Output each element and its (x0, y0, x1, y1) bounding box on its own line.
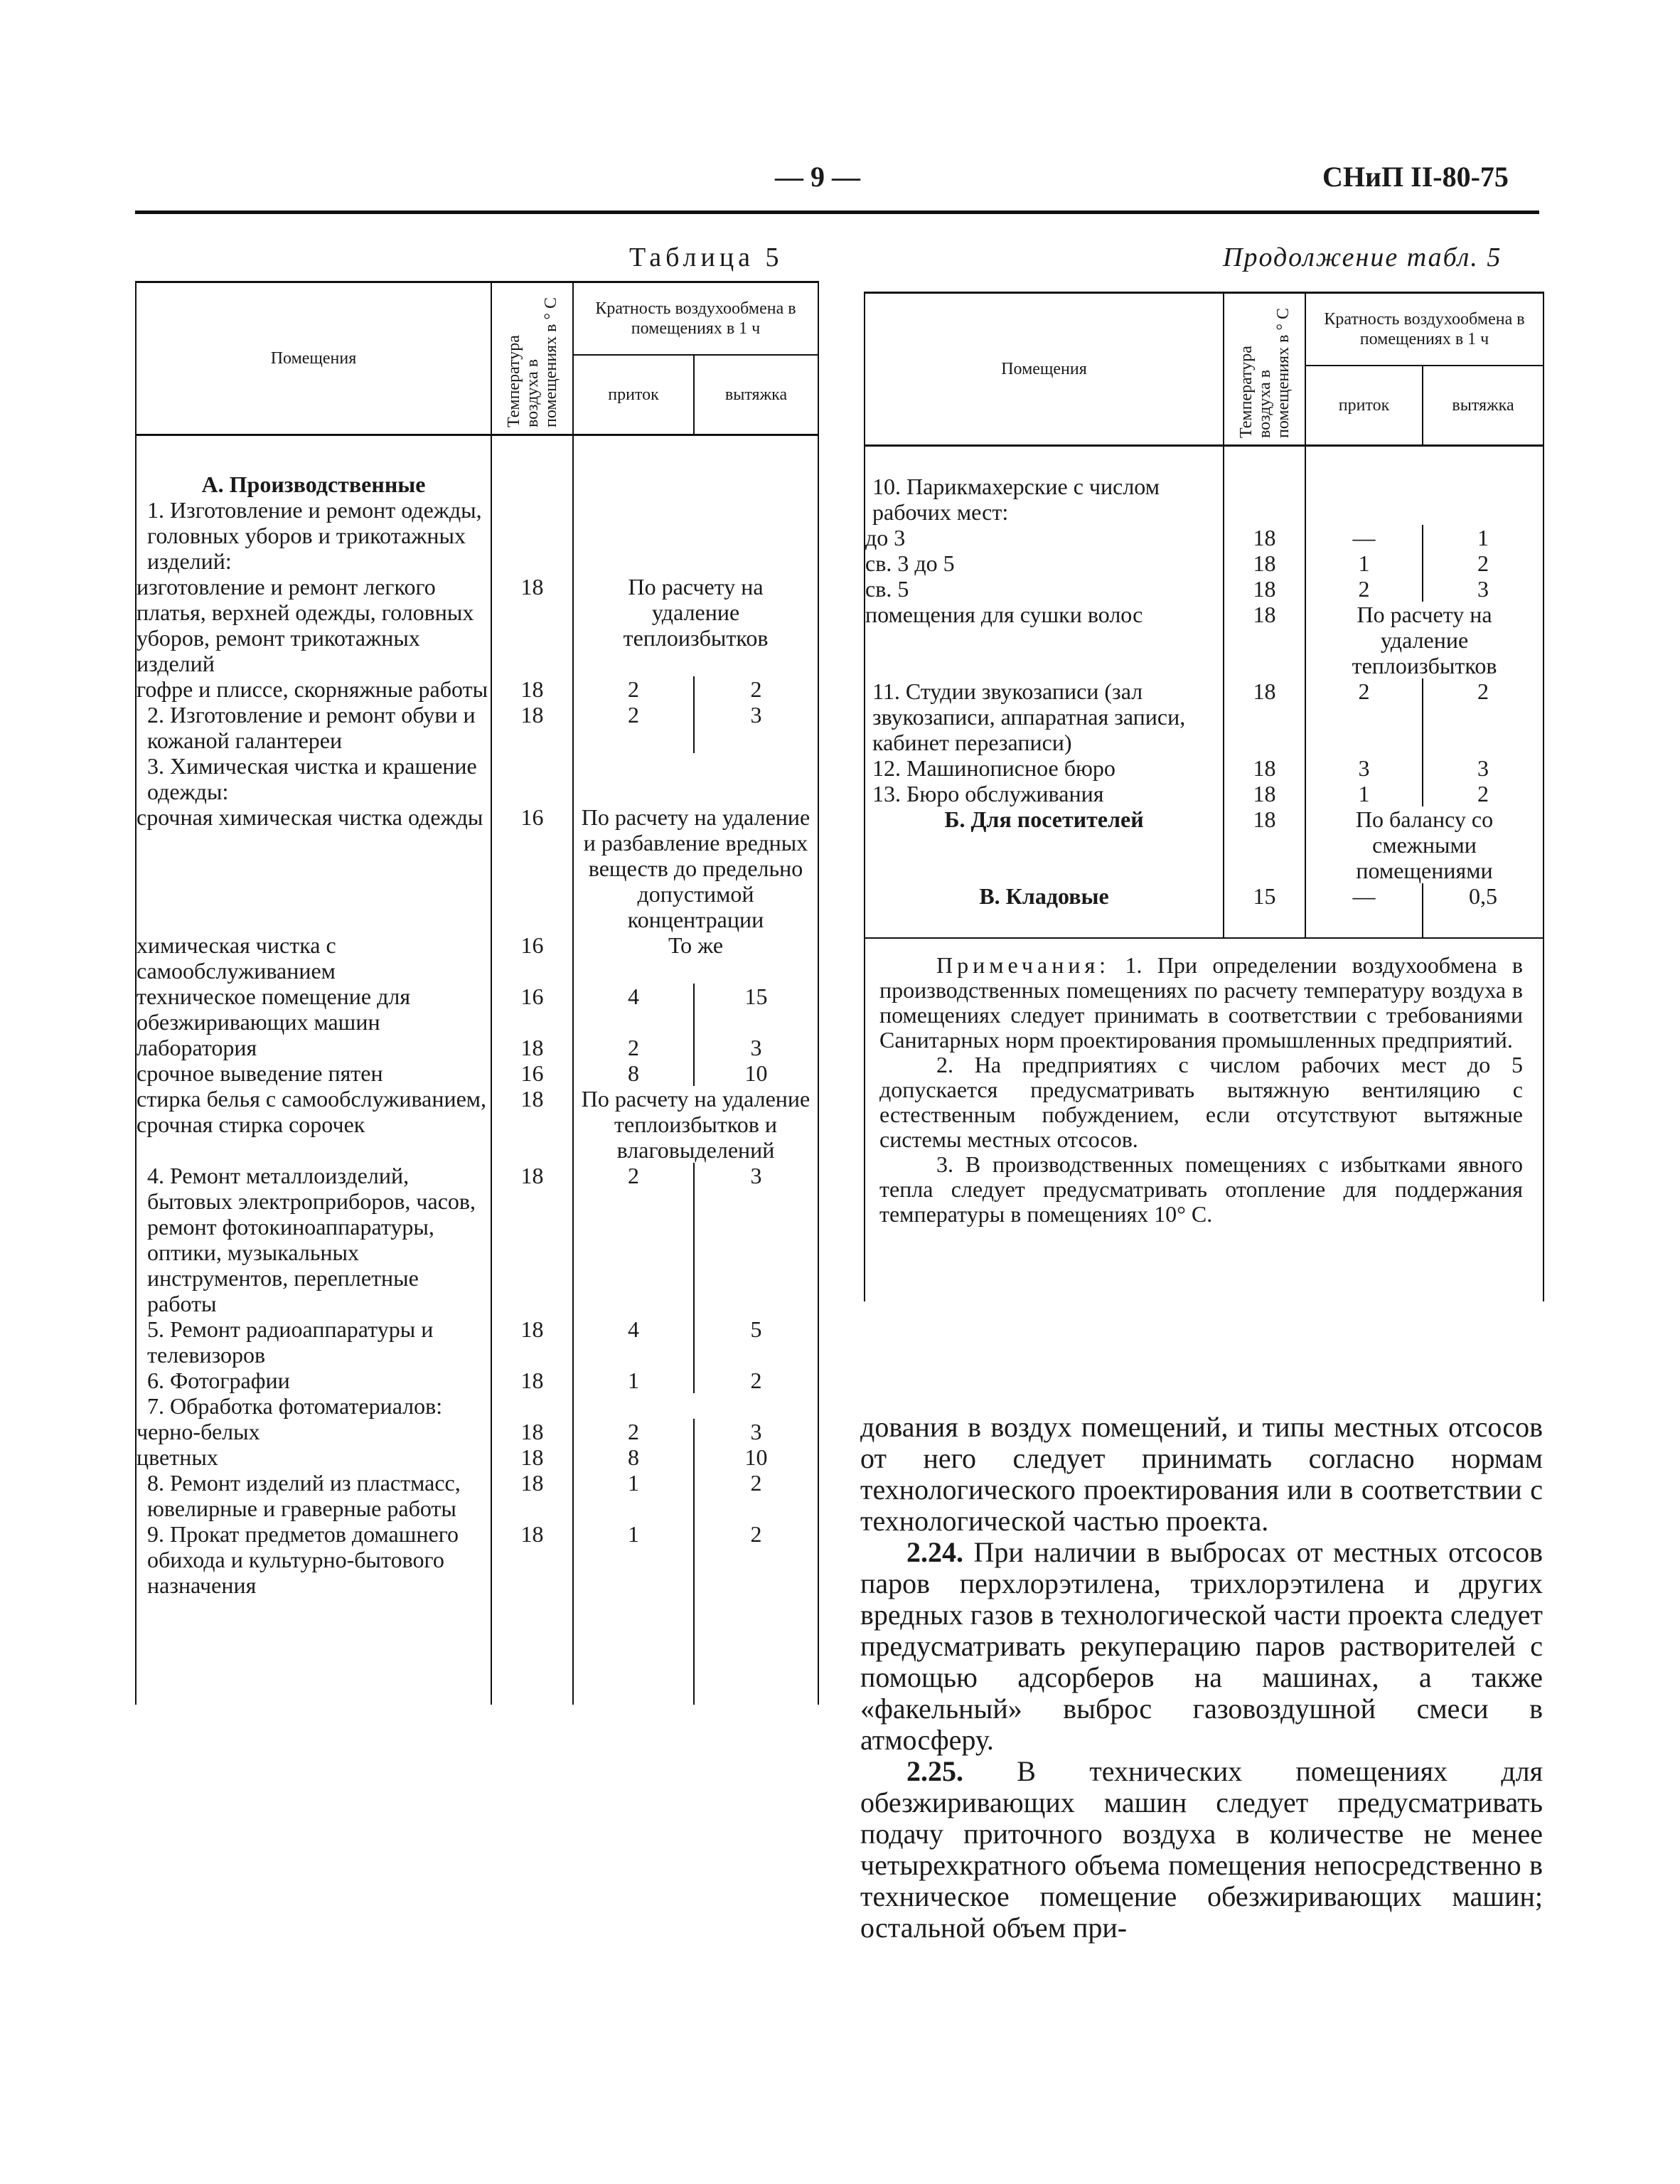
table-row: срочное выведение пятен 16 8 10 (136, 1060, 818, 1086)
table-row: 7. Обработка фотоматериалов: (136, 1393, 818, 1419)
col-header-temp: Температура воздуха в помещениях в ° С (1224, 293, 1305, 446)
table-row: св. 3 до 5 18 1 2 (865, 550, 1543, 576)
col-header-rate: Кратность воздухообмена в помещениях в 1 ч (1305, 293, 1543, 366)
section-v: В. Кладовые 15 — 0,5 (865, 883, 1543, 938)
table-row: 10. Парикмахерские с числом рабочих мест: (865, 446, 1543, 526)
table-row: до 3 18 — 1 (865, 525, 1543, 550)
section-b: Б. Для посетителей 18 По балансу со смежными помещениями (865, 806, 1543, 883)
table-row: 4. Ремонт металлоизделий, бытовых электроприборов, часов, ремонт фотокиноаппаратуры, оптики, музыкальных инструментов, переплетные работы 18 2 3 (136, 1163, 818, 1316)
table-row: 2. Изготовление и ремонт обуви и кожаной галантереи 18 2 3 (136, 702, 818, 753)
paragraph-2-24: 2.24. При наличии в выбросах от местных отсосов паров перхлорэтилена, трихлорэтилена и других вредных газов в технологической части проекта следует предусматривать рекуперацию паров растворителей с помощью адсорберов на машинах, а также «факельный» выброс газовоздушной смеси в атмосферу. (860, 1536, 1543, 1756)
table-row: гофре и плиссе, скорняжные работы 18 2 2 (136, 676, 818, 702)
table-notes: Примечания: 1. При определении воздухообмена в производственных помещениях по расчету температуру воздуха в помещениях следует принимать в соответствии с требованиями Санитарных норм проектирования промышленных предприятий. 2. На предприятиях с числом рабочих мест до 5 допускается предусматривать вытяжную вентиляцию с естественным побуждением, если отсутствуют вытяжные системы местных отсосов. 3. В производственных помещениях с избытками явного тепла следует предусматривать отопление для поддержания температуры в помещениях 10° С. (879, 952, 1524, 1227)
table-5 (135, 281, 819, 1705)
page-number: — 9 — (775, 161, 860, 193)
table-row: стирка белья с самообслуживанием, срочная стирка сорочек 18 По расчету на удаление теплоизбытков и влаговыделений (137, 1086, 810, 1163)
table-row: цветных 18 8 10 (136, 1444, 818, 1470)
paragraph-2-25: 2.25. В технических помещениях для обезжиривающих машин следует предусматривать подачу приточного воздуха в количестве не менее четырехкратного объема помещения непосредственно в техническое помещение обезжиривающих машин; остальной объем при- (860, 1755, 1543, 1944)
col-header-rate: Кратность воздухообмена в помещениях в 1 ч (573, 282, 818, 356)
notes-cell (865, 938, 1543, 1301)
table-row: лаборатория 18 2 3 (136, 1035, 818, 1060)
table-5-continued (864, 292, 1544, 1301)
table-continuation-caption: Продолжение табл. 5 (1223, 243, 1502, 272)
table-row: 5. Ремонт радиоаппаратуры и телевизоров 18 4 5 (136, 1316, 818, 1368)
col-header-supply: приток (1305, 366, 1423, 446)
table-row: техническое помещение для обезжиривающих машин 16 4 15 (136, 984, 818, 1035)
table-caption: Таблица 5 (629, 243, 783, 272)
table-row: 3. Химическая чистка и крашение одежды: (136, 753, 818, 804)
table-row: черно-белых 18 2 3 (136, 1419, 818, 1444)
table-row: помещения для сушки волос 18 По расчету на удаление теплоизбытков (865, 602, 1497, 678)
section-a: А. Производственные (136, 435, 491, 498)
document-code: СНиП II-80-75 (1322, 161, 1509, 193)
table-row: 8. Ремонт изделий из пластмасс, ювелирные и граверные работы 18 1 2 (136, 1470, 818, 1521)
table-row: 1. Изготовление и ремонт одежды, головных уборов и трикотажных изделий: (136, 497, 818, 574)
col-header-room: Помещения (136, 282, 491, 435)
col-header-exhaust: вытяжка (1423, 366, 1543, 446)
body-text (860, 1412, 1543, 1944)
table-row: изготовление и ремонт легкого платья, верхней одежды, головных уборов, ремонт трикотажных изделий 18 По расчету на удаление теплоизбытков (137, 574, 769, 676)
paragraph: дования в воздух помещений, и типы местных отсосов от него следует принимать согласно нормам технологического проектирования или в соответствии с технологической частью проекта. (860, 1411, 1543, 1537)
table-row: химическая чистка с самообслуживанием 16 То же (137, 932, 724, 984)
table-row: 13. Бюро обслуживания 18 1 2 (865, 781, 1543, 806)
col-header-temp: Температура воздуха в помещениях в ° С (491, 282, 573, 435)
header-rule (135, 211, 1539, 214)
table-row: 12. Машинописное бюро 18 3 3 (865, 755, 1543, 781)
table-row: св. 5 18 2 3 (865, 576, 1543, 602)
col-header-exhaust: вытяжка (694, 355, 818, 435)
table-row: 9. Прокат предметов домашнего обихода и культурно-бытового назначения 18 1 2 (136, 1521, 818, 1705)
col-header-room: Помещения (865, 293, 1224, 446)
table-row: 6. Фотографии 18 1 2 (136, 1368, 818, 1393)
table-row: срочная химическая чистка одежды 16 По расчету на удаление и разбавление вредных веществ до предельно допустимой концентрации (137, 804, 810, 932)
table-row: 11. Студии звукозаписи (зал звукозаписи, аппаратная записи, кабинет перезаписи) 18 2 2 (865, 678, 1543, 755)
col-header-supply: приток (573, 355, 694, 435)
